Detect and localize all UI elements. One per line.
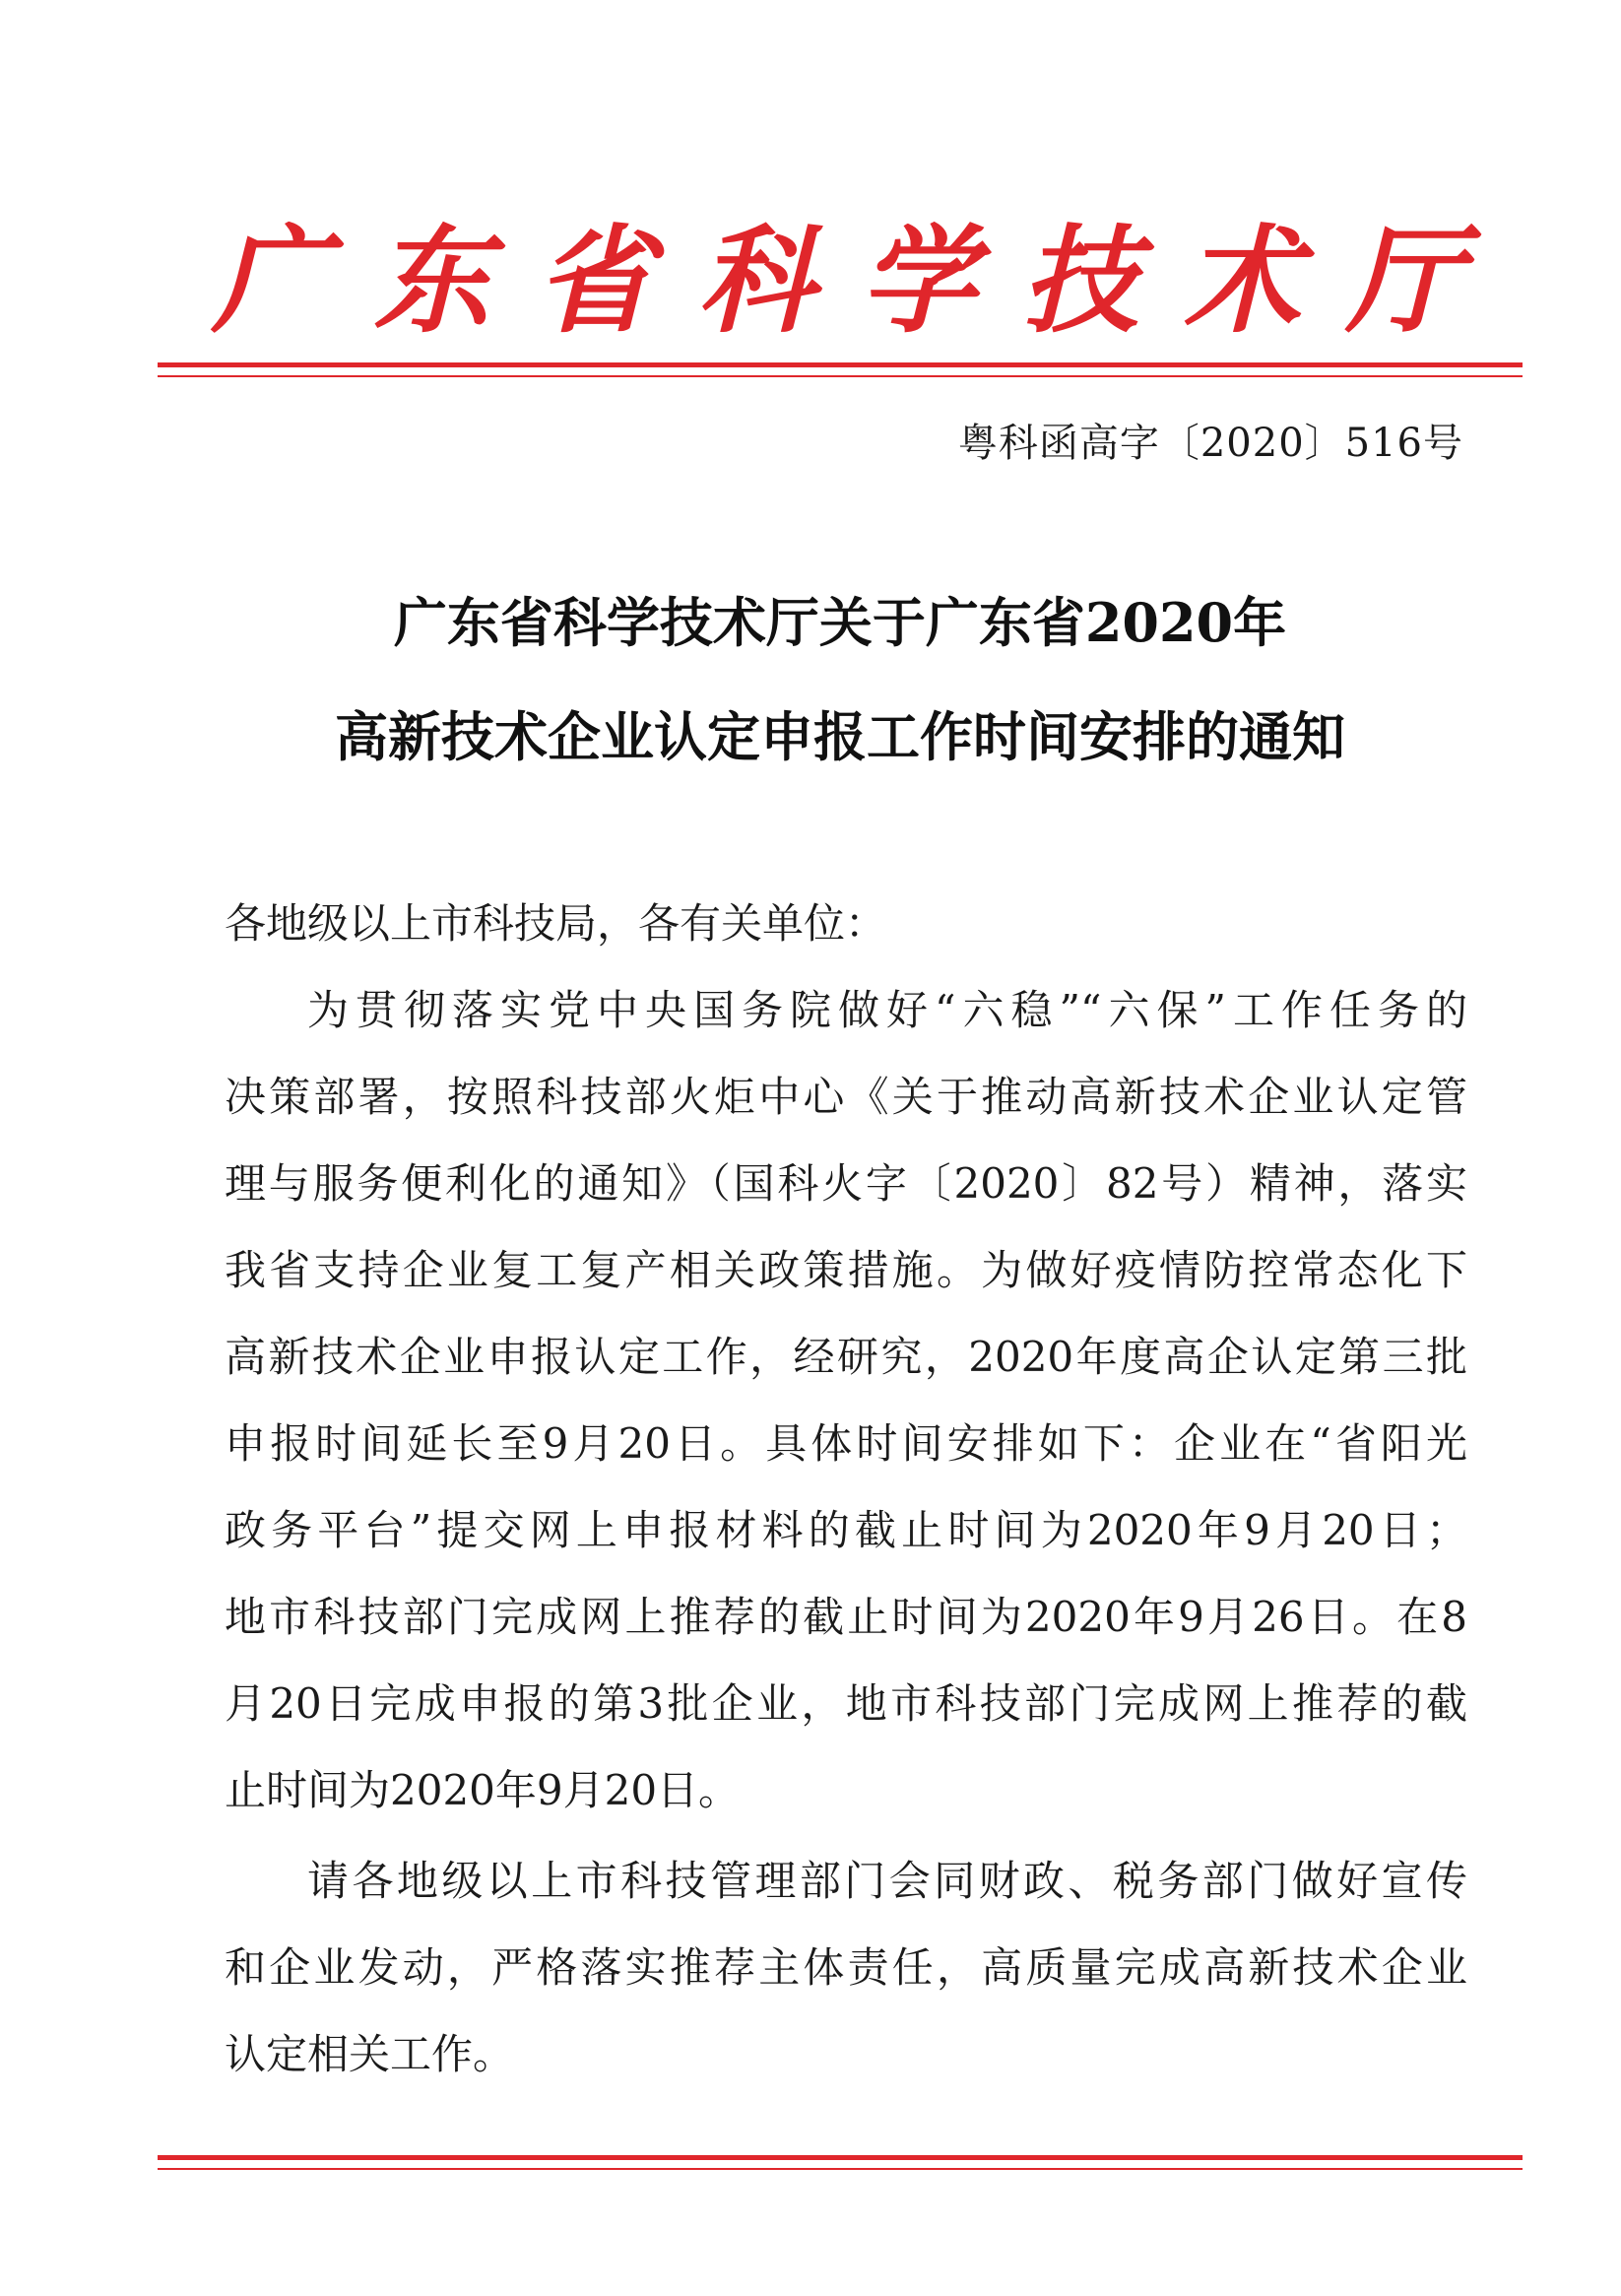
masthead-char: 东 [373, 212, 490, 349]
masthead-char: 技 [1021, 212, 1138, 349]
paragraph-1-line: 月20日完成申报的第3批企业，地市科技部门完成网上推荐的截 [225, 1679, 1467, 1728]
masthead-char: 厅 [1345, 212, 1462, 349]
masthead-char: 术 [1184, 212, 1301, 349]
masthead-char: 广 [212, 212, 329, 349]
document-title-line-1: 广东省科学技术厅关于广东省2020年 [393, 591, 1287, 654]
paragraph-2-line: 和企业发动，严格落实推荐主体责任，高质量完成高新技术企业 [225, 1943, 1467, 1992]
paragraph-1-line: 地市科技部门完成网上推荐的截止时间为2020年9月26日。在8 [225, 1593, 1467, 1641]
document-title-line-2: 高新技术企业认定申报工作时间安排的通知 [335, 705, 1345, 768]
masthead-char: 科 [697, 212, 814, 349]
issuing-authority-masthead [212, 212, 1462, 350]
header-divider-thick [158, 362, 1523, 367]
paragraph-2-line: 请各地级以上市科技管理部门会同财政、税务部门做好宣传 [307, 1857, 1467, 1905]
footer-divider-thin [158, 2168, 1523, 2170]
footer-divider-thick [158, 2155, 1523, 2160]
paragraph-1-line: 理与服务便利化的通知》（国科火字〔2020〕82号）精神，落实 [225, 1159, 1467, 1208]
masthead-char: 学 [860, 212, 977, 349]
paragraph-1-line: 政务平台”提交网上申报材料的截止时间为2020年9月20日； [225, 1506, 1467, 1554]
paragraph-1-line: 高新技术企业申报认定工作，经研究，2020年度高企认定第三批 [225, 1333, 1467, 1381]
paragraph-1-line: 止时间为2020年9月20日。 [225, 1766, 741, 1814]
paragraph-1-line: 为贯彻落实党中央国务院做好“六稳”“六保”工作任务的 [307, 986, 1467, 1034]
paragraph-1-line: 决策部署，按照科技部火炬中心《关于推动高新技术企业认定管 [225, 1073, 1467, 1121]
header-divider-thin [158, 375, 1523, 377]
paragraph-1-line: 我省支持企业复工复产相关政策措施。为做好疫情防控常态化下 [225, 1246, 1467, 1294]
masthead-char: 省 [536, 212, 653, 349]
document-number: 粤科函高字〔2020〕516号 [957, 421, 1463, 466]
paragraph-2-line: 认定相关工作。 [225, 2030, 515, 2078]
paragraph-1-line: 申报时间延长至9月20日。具体时间安排如下：企业在“省阳光 [225, 1419, 1467, 1468]
salutation: 各地级以上市科技局，各有关单位： [225, 899, 887, 948]
